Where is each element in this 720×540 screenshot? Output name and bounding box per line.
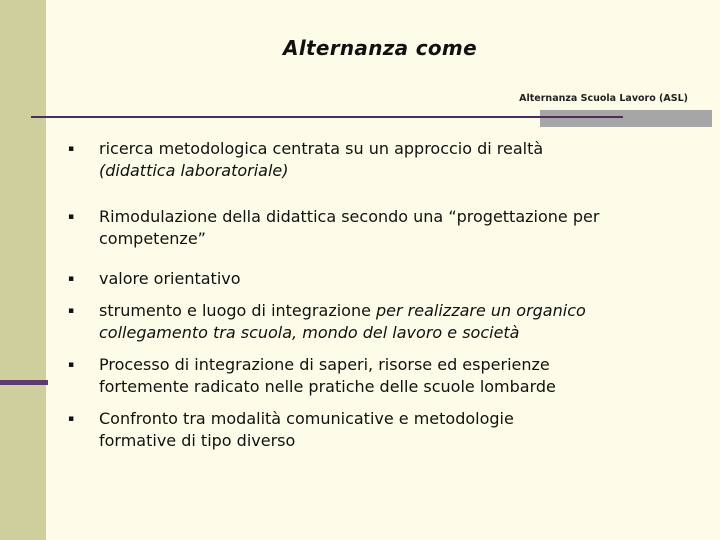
title-rule-accent <box>540 110 712 127</box>
bullet-item <box>68 268 708 290</box>
side-band <box>0 0 46 540</box>
bullet-text: ricerca metodologica centrata su un approccio di realtà <box>99 139 544 158</box>
bullet-text: valore orientativo <box>99 269 241 288</box>
bullet-marker-icon: ▪ <box>68 212 75 222</box>
title-rule <box>31 116 623 118</box>
bullet-item <box>68 300 708 344</box>
bullet-list <box>68 138 708 452</box>
bullet-marker-icon: ▪ <box>68 144 75 154</box>
bullet-marker-icon: ▪ <box>68 274 75 284</box>
bullet-marker-icon: ▪ <box>68 414 75 424</box>
slide-subtitle: Alternanza Scuola Lavoro (ASL) <box>519 93 688 104</box>
bullet-item <box>68 206 708 250</box>
bullet-item <box>68 408 708 452</box>
bullet-text: fortemente radicato nelle pratiche delle scuole lombarde <box>99 377 556 396</box>
bullet-marker-icon: ▪ <box>68 306 75 316</box>
bullet-text-italic: (didattica laboratoriale) <box>99 161 289 180</box>
bullet-text: formative di tipo diverso <box>99 431 296 450</box>
bullet-text: competenze” <box>99 229 206 248</box>
bullet-item <box>68 354 708 398</box>
bullet-text-italic: collegamento tra scuola, mondo del lavoro e società <box>99 323 520 342</box>
bullet-text: Processo di integrazione di saperi, risorse ed esperienze <box>99 355 550 374</box>
slide-title: Alternanza come <box>283 36 477 60</box>
bullet-text: Rimodulazione della didattica secondo una “progettazione per <box>99 207 600 226</box>
bullet-text: strumento e luogo di integrazione <box>99 301 377 320</box>
bullet-text-italic: per realizzare un organico <box>376 301 586 320</box>
bullet-marker-icon: ▪ <box>68 360 75 370</box>
side-accent-bar <box>0 380 48 385</box>
bullet-item <box>68 138 708 182</box>
bullet-text: Confronto tra modalità comunicative e metodologie <box>99 409 514 428</box>
